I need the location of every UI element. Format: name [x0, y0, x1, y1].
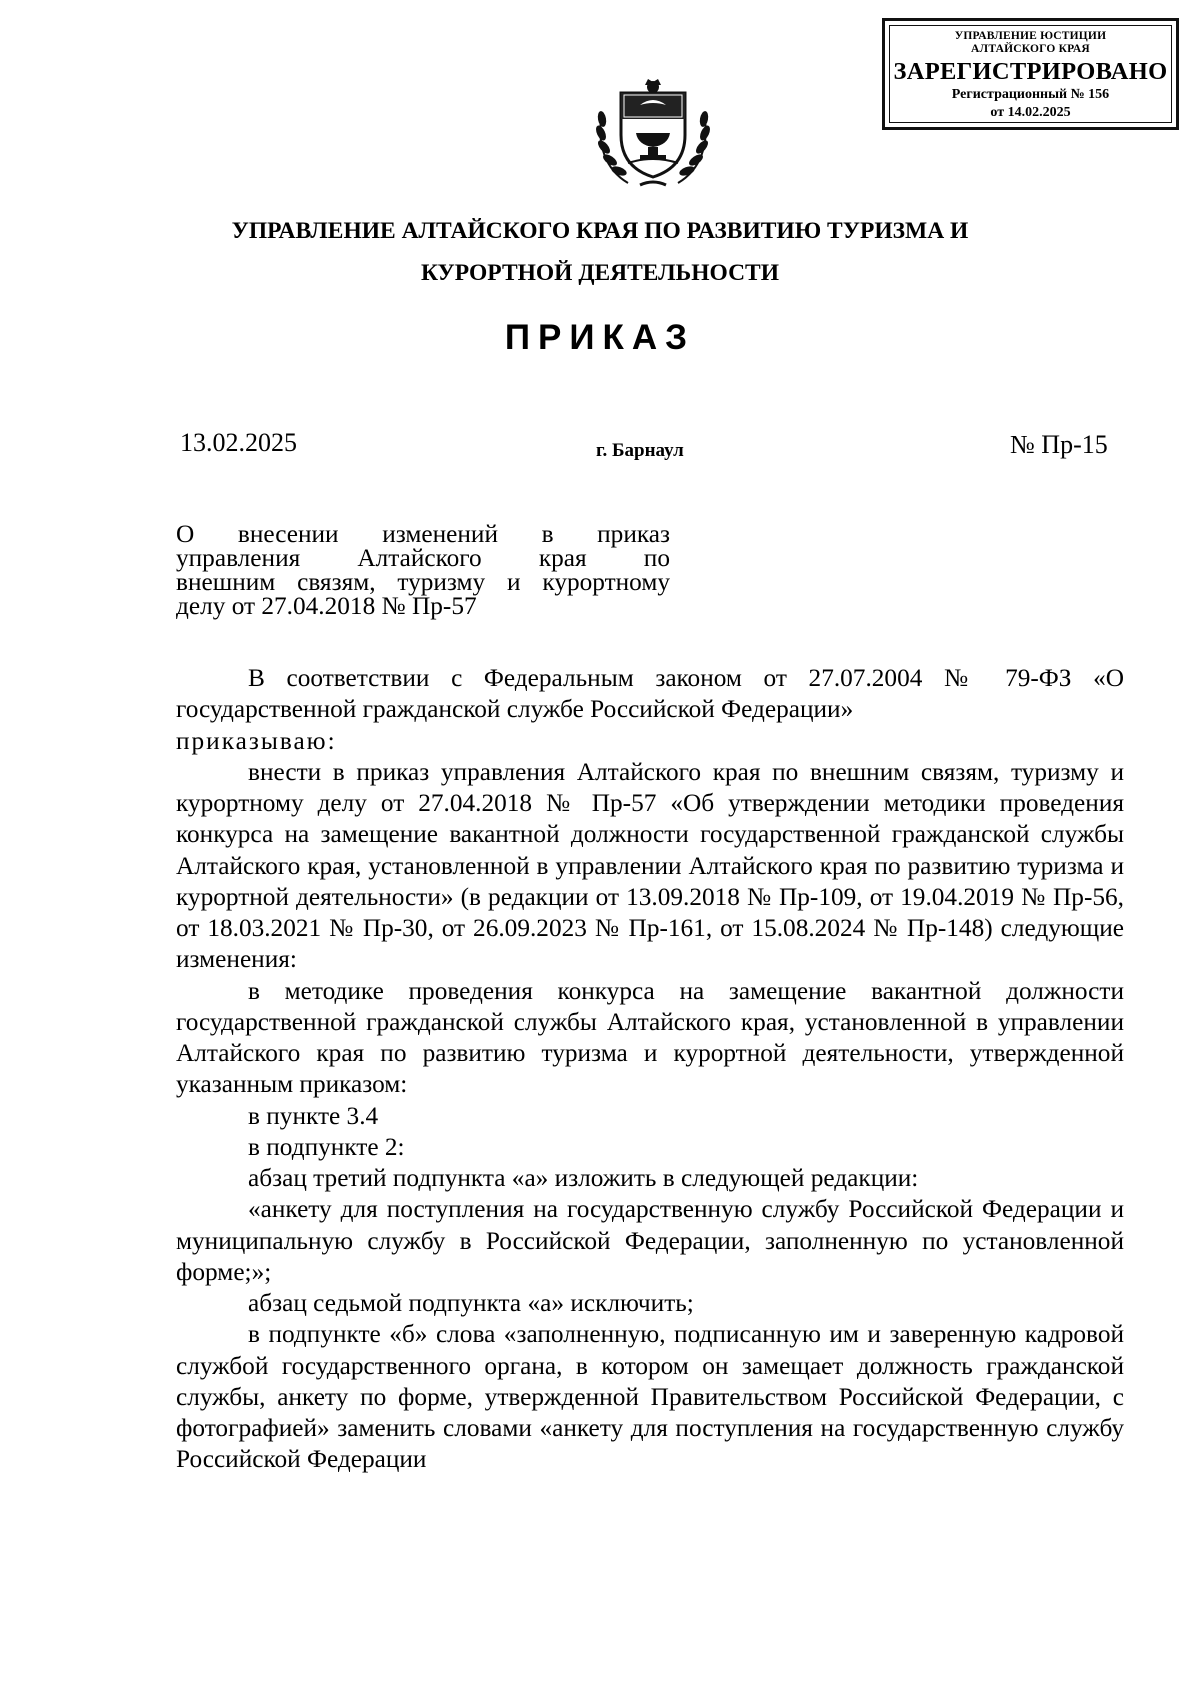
order-number: № Пр-15: [1010, 430, 1108, 459]
document-type-title: ПРИКАЗ: [504, 318, 696, 357]
organization-name-line2: КУРОРТНОЙ ДЕЯТЕЛЬНОСТИ: [420, 260, 779, 286]
order-city: г. Барнаул: [596, 440, 684, 461]
body-paragraph: внести в приказ управления Алтайского края по внешним связям, туризму и курортному делу от 27.04.2018 № Пр-57 «Об утверждении методики проведения конкурса на замещение вакантной должности государственной гражданской службы Алтайского края, установленной в управлении Алтайского края по развитию туризма и курортной деятельности» (в редакции от 13.09.2018 № Пр-109, от 19.04.2019 № Пр-56, от 18.03.2021 № Пр-30, от 26.09.2023 № Пр-161, от 15.08.2024 № Пр-148) следующие изменения:: [176, 757, 1124, 974]
coat-of-arms-icon: [588, 75, 718, 193]
stamp-reg-number: Регистрационный № 156: [951, 87, 1110, 102]
body-paragraph: абзац третий подпункта «а» изложить в следующей редакции:: [248, 1164, 919, 1192]
body-paragraph: в методике проведения конкурса на замещение вакантной должности государственной гражданской службы Алтайского края, установленной в управлении Алтайского края по развитию туризма и курортной деятельности, утвержденной указанным приказом:: [176, 976, 1124, 1099]
organization-name: [150, 210, 1050, 294]
stamp-region: АЛТАЙСКОГО КРАЯ: [971, 43, 1090, 55]
body-paragraph: «анкету для поступления на государственную службу Российской Федерации и муниципальную службу в Российской Федерации, заполненную по установленной форме;»;: [176, 1195, 1124, 1286]
order-body: [176, 663, 1124, 1476]
stamp-frame: [889, 25, 1172, 123]
subject-line: О внесении изменений в приказ: [176, 520, 670, 548]
preamble-paragraph: В соответствии с Федеральным законом от 27.07.2004 № 79-ФЗ «О государственной гражданской службе Российской Федерации»: [176, 664, 1124, 724]
organization-name-line1: УПРАВЛЕНИЕ АЛТАЙСКОГО КРАЯ ПО РАЗВИТИЮ ТУРИЗМА И: [231, 218, 969, 244]
body-paragraph: в подпункте «б» слова «заполненную, подписанную им и заверенную кадровой службой государственного органа, в котором он замещает должность гражданской службы, анкету по форме, утвержденной Правительством Российской Федерации, с фотографией» заменить словами «анкету для поступления на государственную службу Российской Федерации: [176, 1320, 1124, 1474]
body-paragraph: в пункте 3.4: [248, 1101, 379, 1130]
stamp-authority: УПРАВЛЕНИЕ ЮСТИЦИИ: [954, 30, 1107, 42]
subject-line: внешним связям, туризму и курортному: [176, 568, 670, 596]
stamp-status: ЗАРЕГИСТРИРОВАНО: [893, 58, 1168, 85]
subject-line: управления Алтайского края по: [176, 544, 670, 572]
order-directive: приказываю:: [176, 726, 337, 755]
stamp-reg-date: от 14.02.2025: [990, 105, 1071, 120]
subject-line: делу от 27.04.2018 № Пр-57: [176, 592, 477, 620]
order-subject: [176, 522, 670, 618]
body-paragraph: в подпункте 2:: [248, 1132, 405, 1161]
order-date: 13.02.2025: [180, 428, 297, 457]
body-paragraph: абзац седьмой подпункта «а» исключить;: [248, 1289, 694, 1317]
registration-stamp: [882, 18, 1179, 130]
